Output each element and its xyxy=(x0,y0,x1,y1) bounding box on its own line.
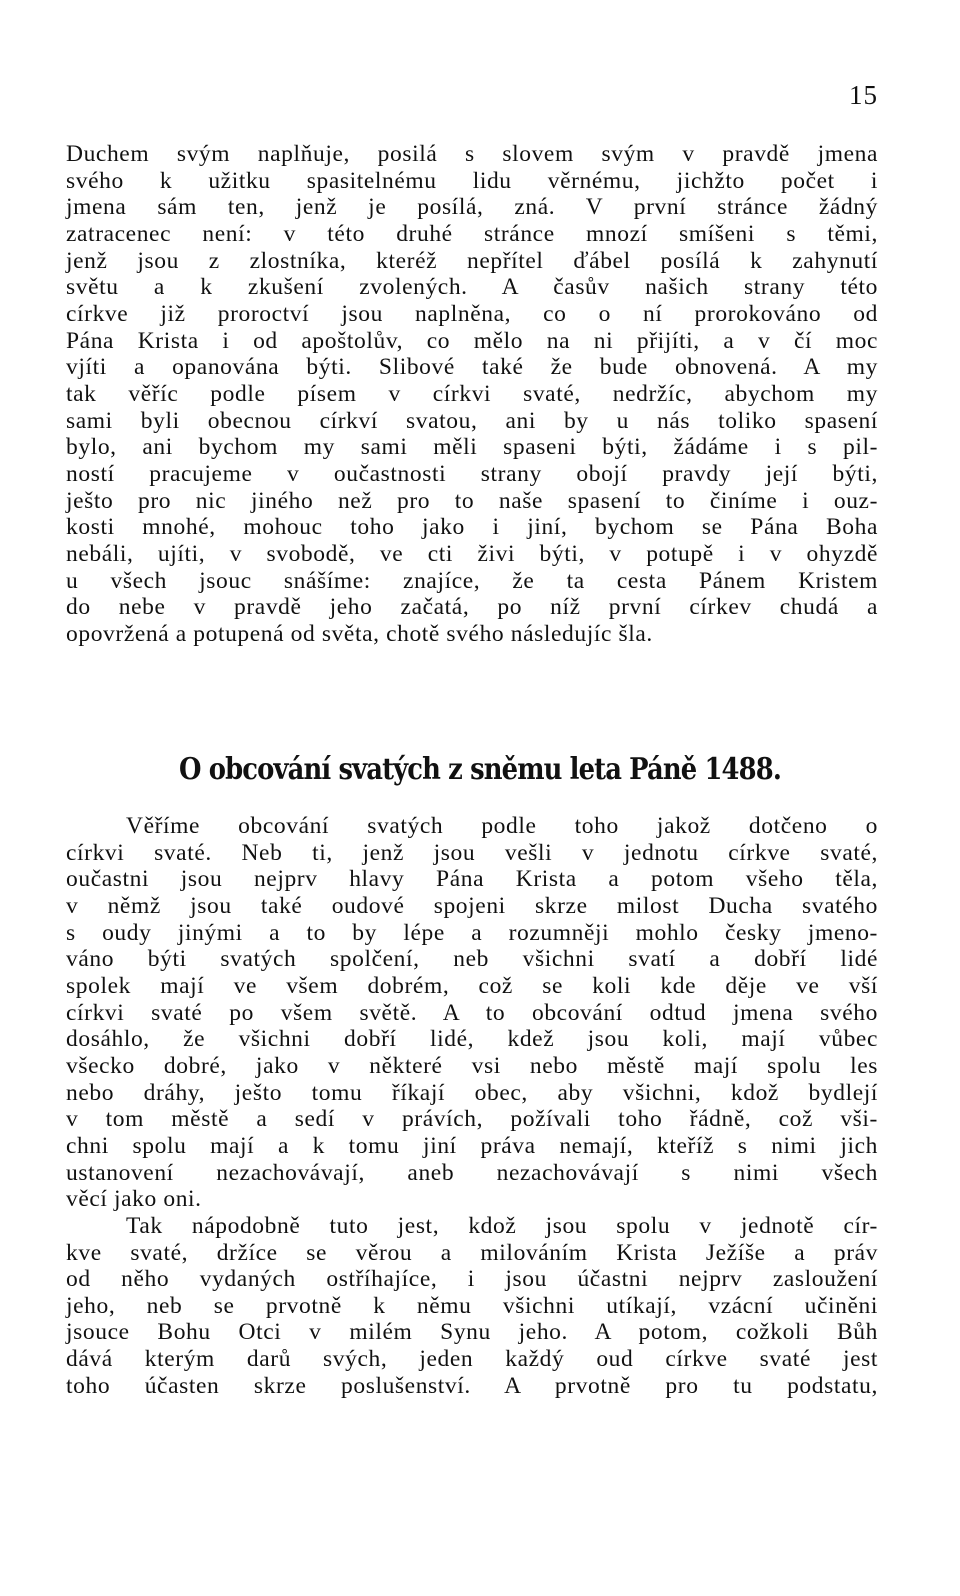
text-line: Tak nápodobně tuto jest, kdož jsou spolu v jednotě cír- xyxy=(126,1212,878,1239)
text-line: toho účasten skrze poslušenství. A prvotně pro tu podstatu, xyxy=(66,1372,878,1399)
text-line: dává kterým darů svých, jeden každý oud církve svaté jest xyxy=(66,1346,878,1373)
text-line: od něho vydaných ostříhajíce, i jsou účastni nejprv zasloužení xyxy=(66,1266,878,1293)
text-line: chni spolu mají a k tomu jiní práva nemají, kteříž s nimi jich xyxy=(66,1132,878,1159)
text-line: Pána Krista i od apoštolův, co mělo na ni přijíti, a v čí moc xyxy=(66,327,878,354)
text-line: spolek mají ve všem dobrém, což se koli kde děje ve vší xyxy=(66,972,878,999)
text-line: svého k užitku spasitelnému lidu věrnému, jichžto počet i xyxy=(66,167,878,194)
text-line: dosáhlo, že všichni dobří lidé, kdež jsou koli, mají vůbec xyxy=(66,1026,878,1053)
text-line: opovržená a potupená od světa, chotě svého následujíc šla. xyxy=(66,620,653,647)
text-line: sami byli obecnou církví svatou, ani by u nás toliko spasení xyxy=(66,407,878,434)
text-line: ností pracujeme v oučastnosti strany obojí pravdy její býti, xyxy=(66,460,878,487)
text-line: vjíti a opanována býti. Slibové také že bude obnovená. A my xyxy=(66,354,878,381)
text-line: u všech jsouc snášíme: znajíce, že ta cesta Pánem Kristem xyxy=(66,567,878,594)
page-number: 15 xyxy=(849,80,878,110)
text-line: jsouce Bohu Otci v milém Synu jeho. A potom, cožkoli Bůh xyxy=(66,1319,878,1346)
text-line: kve svaté, držíce se věrou a milováním Krista Ježíše a práv xyxy=(66,1239,878,1266)
text-line: tak věříc podle písem v církvi svaté, nedržíc, abychom my xyxy=(66,380,878,407)
text-line: kosti mnohé, mohouc toho jako i jiní, bychom se Pána Boha xyxy=(66,514,878,541)
text-line: oučastni jsou nejprv hlavy Pána Krista a potom všeho těla, xyxy=(66,866,878,893)
text-line: církve již proroctví jsou naplněna, co o ní prorokováno od xyxy=(66,300,878,327)
text-line: církvi svaté. Neb ti, jenž jsou vešli v jednotu církve svaté, xyxy=(66,839,878,866)
text-line: v tom městě a sedí v právích, požívali toho řádně, což vši- xyxy=(66,1106,878,1133)
text-line: do nebe v pravdě jeho začatá, po níž první církev chudá a xyxy=(66,594,878,621)
text-line: ustanovení nezachovávají, aneb nezachovávají s nimi všech xyxy=(66,1159,878,1186)
text-line: bylo, ani bychom my sami měli spaseni býti, žádáme i s pil- xyxy=(66,434,878,461)
paragraph-duchem xyxy=(66,141,878,647)
text-line: Věříme obcování svatých podle toho jakož dotčeno o xyxy=(126,813,878,839)
text-line: všecko dobré, jako v některé vsi nebo městě mají spolu les xyxy=(66,1052,878,1079)
text-line: zatracenec není: v této druhé stránce mnozí smíšeni s těmi, xyxy=(66,220,878,247)
text-line: Duchem svým naplňuje, posilá s slovem svým v pravdě jmena xyxy=(66,141,878,167)
text-line: jmena sám ten, jenž je posílá, zná. V první stránce žádný xyxy=(66,194,878,221)
paragraph-obcovani xyxy=(66,813,878,1399)
text-line: ješto pro nic jiného než pro to naše spasení to činíme i ouz- xyxy=(66,487,878,514)
text-line: církvi svaté po všem světě. A to obcování odtud jmena svého xyxy=(66,999,878,1026)
text-line: jeho, neb se prvotně k němu všichni utíkají, vzácní učiněni xyxy=(66,1292,878,1319)
text-line: váno býti svatých spolčení, neb všichni svatí a dobří lidé xyxy=(66,946,878,973)
text-line: světu a k zkušení zvolených. A časův našich strany této xyxy=(66,274,878,301)
text-line: s oudy jinými a to by lépe a rozumněji mohlo česky jmeno- xyxy=(66,919,878,946)
text-line: nebáli, ujíti, v svobodě, ve cti živi býti, v potupě i v ohyzdě xyxy=(66,540,878,567)
text-line: jenž jsou z zlostníka, kteréž nepřítel ďábel posílá k zahynutí xyxy=(66,247,878,274)
text-line: v němž jsou také oudové spojeni skrze milost Ducha svatého xyxy=(66,892,878,919)
text-line: věcí jako oni. xyxy=(66,1186,202,1213)
text-line: nebo dráhy, ješto tomu říkají obec, aby všichni, kdož bydlejí xyxy=(66,1079,878,1106)
section-heading: O obcování svatých z sněmu leta Páně 1488. xyxy=(179,752,781,787)
